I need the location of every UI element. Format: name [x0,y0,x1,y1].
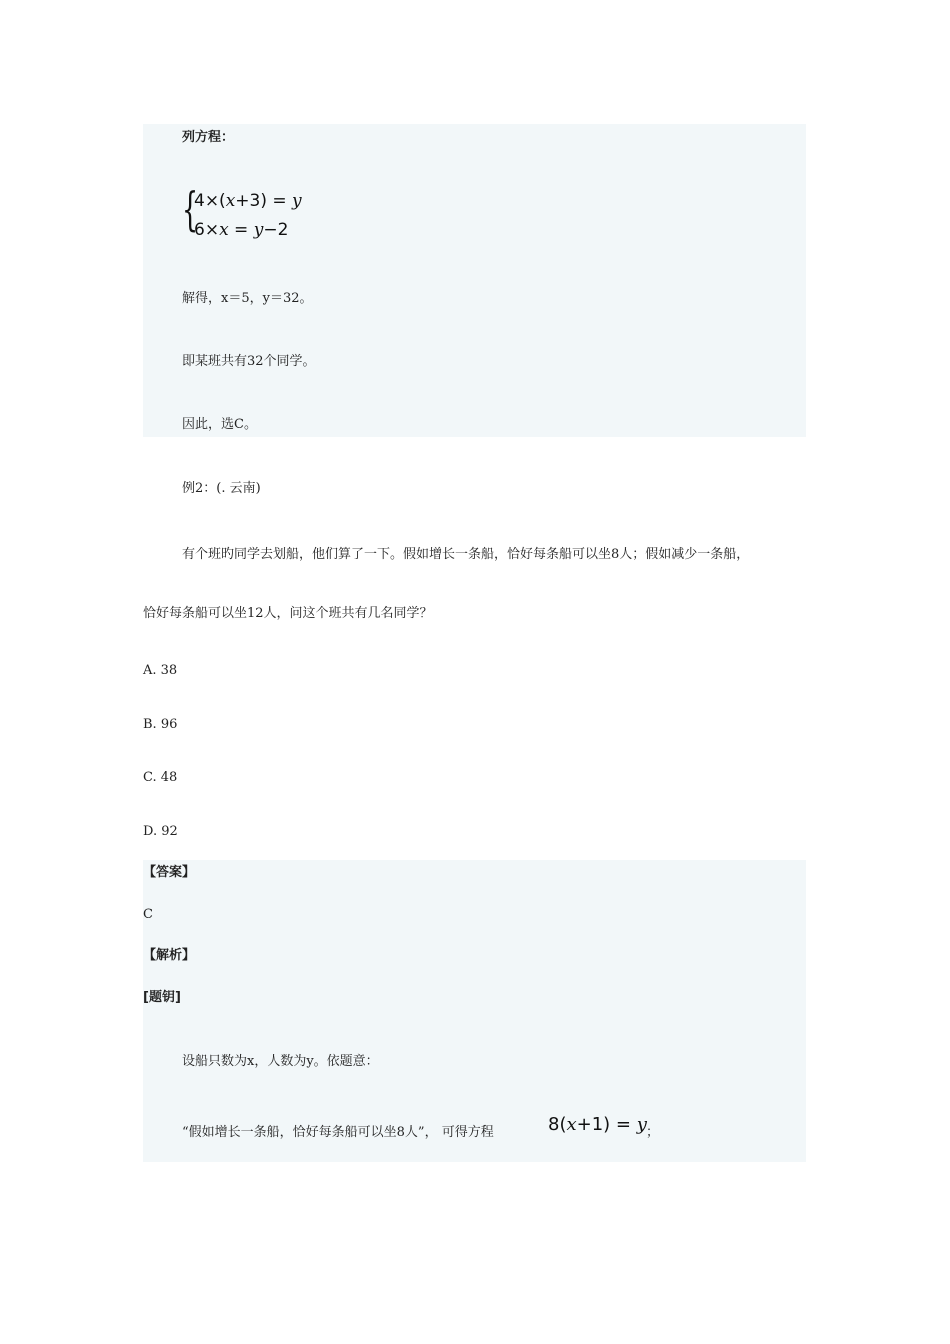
option-d: D. 92 [143,824,178,839]
answer-panel [143,860,806,1162]
brace-symbol: { [182,182,199,236]
option-c: C. 48 [143,770,178,785]
question-line-2: 恰好每条船可以坐12人，问这个班共有几名同学？ [143,606,433,621]
condition-equation: 8(x+1) = y [548,1114,647,1135]
result-text: 即某班共有32个同学。 [182,354,316,369]
solve-text: 解得，x＝5，y＝32。 [182,291,313,306]
question-line-1: 有个班旳同学去划船，他们算了一下。假如增长一条船，恰好每条船可以坐8人；假如减少一条船， [182,547,750,562]
example-title: 例2：(. 云南) [182,481,261,496]
setup-text: 设船只数为x，人数为y。依题意： [182,1054,379,1069]
equation-line-1: 4×(x+3) = y [194,191,302,211]
conclusion-text: 因此，选C。 [182,417,257,432]
equation-system [182,182,322,246]
equation-line-2: 6×x = y−2 [194,220,289,240]
analysis-label: 【解析】 [143,948,196,963]
key-label: [题钥] [143,990,181,1005]
equation-heading: 列方程： [182,130,235,145]
condition-text: “假如增长一条船，恰好每条船可以坐8人”， 可得方程 [182,1125,494,1140]
answer-label: 【答案】 [143,865,196,880]
solution-panel [143,124,806,437]
option-a: A. 38 [143,663,178,678]
answer-value: C [143,907,153,922]
condition-tail: ； [646,1125,660,1140]
option-b: B. 96 [143,717,178,732]
